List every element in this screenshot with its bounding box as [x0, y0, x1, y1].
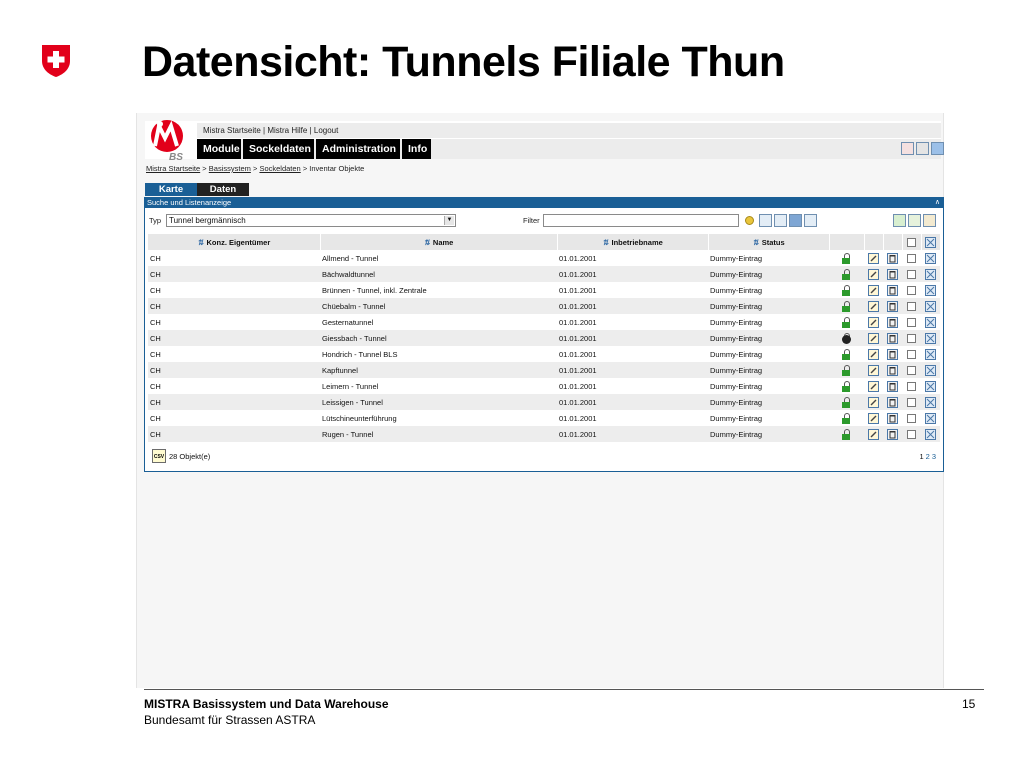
- cell-delete: [883, 362, 902, 378]
- cell-date: 01.01.2001: [557, 346, 708, 362]
- cell-owner: CH: [148, 330, 320, 346]
- row-checkbox[interactable]: [907, 430, 916, 439]
- zoom-to-map-icon[interactable]: [925, 333, 936, 344]
- page-1: 1: [919, 452, 924, 461]
- cell-select: [902, 266, 921, 282]
- cell-zoom: [921, 298, 940, 314]
- help-icon[interactable]: [931, 142, 944, 155]
- cell-date: 01.01.2001: [557, 394, 708, 410]
- menu-administration[interactable]: Administration: [316, 139, 400, 159]
- breadcrumb-separator: >: [302, 164, 308, 173]
- table-row[interactable]: [148, 330, 940, 346]
- filter-label: Filter: [523, 216, 540, 225]
- cell-date: 01.01.2001: [557, 410, 708, 426]
- cell-edit: [864, 314, 883, 330]
- sort-icon: ⇅: [197, 237, 204, 247]
- table-row[interactable]: [148, 314, 940, 330]
- footer-divider: [144, 689, 984, 690]
- cell-zoom: [921, 282, 940, 298]
- cell-lock: [829, 282, 864, 298]
- cell-lock: [829, 362, 864, 378]
- table-header-row: [148, 234, 940, 250]
- lock-open-icon[interactable]: [842, 397, 851, 408]
- cell-select: [902, 362, 921, 378]
- cell-lock: [829, 426, 864, 442]
- cell-date: 01.01.2001: [557, 314, 708, 330]
- cell-date: 01.01.2001: [557, 426, 708, 442]
- footer-title: MISTRA Basissystem und Data Warehouse: [144, 697, 389, 711]
- cell-edit: [864, 426, 883, 442]
- breadcrumb-separator: >: [252, 164, 258, 173]
- edit-icon[interactable]: [868, 333, 879, 344]
- zoom-to-map-icon[interactable]: [925, 413, 936, 424]
- table-row[interactable]: [148, 426, 940, 442]
- lock-open-icon[interactable]: [842, 349, 851, 360]
- table-row[interactable]: [148, 282, 940, 298]
- cell-lock: [829, 378, 864, 394]
- cell-owner: CH: [148, 378, 320, 394]
- column-header-zoom: [921, 234, 940, 250]
- row-checkbox[interactable]: [907, 414, 916, 423]
- row-checkbox[interactable]: [907, 286, 916, 295]
- filter-reset-icon[interactable]: [804, 214, 817, 227]
- table-settings-icon[interactable]: [923, 214, 936, 227]
- table-body: [148, 250, 940, 442]
- lock-open-icon[interactable]: [842, 381, 851, 392]
- cell-select: [902, 426, 921, 442]
- cell-name: Lütschineunterführung: [320, 410, 557, 426]
- add-object-icon[interactable]: [893, 214, 906, 227]
- table-row[interactable]: [148, 250, 940, 266]
- edit-icon[interactable]: [868, 301, 879, 312]
- filter-row: [145, 210, 943, 232]
- print-icon[interactable]: [901, 142, 914, 155]
- table-row[interactable]: [148, 346, 940, 362]
- cell-edit: [864, 250, 883, 266]
- row-checkbox[interactable]: [907, 254, 916, 263]
- trash-icon[interactable]: [887, 333, 898, 344]
- cell-date: 01.01.2001: [557, 362, 708, 378]
- edit-icon[interactable]: [868, 269, 879, 280]
- tab-daten[interactable]: Daten: [197, 183, 249, 196]
- menu-sockeldaten[interactable]: Sockeldaten: [243, 139, 314, 159]
- cell-delete: [883, 314, 902, 330]
- cell-status: Dummy-Eintrag: [708, 378, 829, 394]
- column-header-lock: [829, 234, 864, 250]
- sort-icon: ⇅: [602, 237, 609, 247]
- cell-delete: [883, 330, 902, 346]
- cell-edit: [864, 330, 883, 346]
- edit-icon[interactable]: [868, 285, 879, 296]
- typ-label: Typ: [149, 216, 162, 225]
- filter-new-icon[interactable]: [774, 214, 787, 227]
- edit-icon[interactable]: [868, 381, 879, 392]
- cell-select: [902, 410, 921, 426]
- breadcrumb-link-mistra-startseite[interactable]: Mistra Startseite: [146, 164, 201, 173]
- zoom-to-map-icon[interactable]: [925, 429, 936, 440]
- cell-delete: [883, 346, 902, 362]
- cell-edit: [864, 394, 883, 410]
- cell-name: Allmend - Tunnel: [320, 250, 557, 266]
- cell-status: Dummy-Eintrag: [708, 330, 829, 346]
- cell-date: 01.01.2001: [557, 250, 708, 266]
- cell-date: 01.01.2001: [557, 378, 708, 394]
- breadcrumb: [146, 164, 364, 173]
- cell-delete: [883, 378, 902, 394]
- cell-status: Dummy-Eintrag: [708, 346, 829, 362]
- separator: |: [260, 126, 268, 135]
- row-checkbox[interactable]: [907, 318, 916, 327]
- cell-select: [902, 378, 921, 394]
- lock-open-icon[interactable]: [842, 269, 851, 280]
- row-checkbox[interactable]: [907, 270, 916, 279]
- cell-zoom: [921, 426, 940, 442]
- cell-edit: [864, 282, 883, 298]
- breadcrumb-current: Inventar Objekte: [309, 164, 365, 173]
- cell-lock: [829, 394, 864, 410]
- link-mistra-hilfe[interactable]: Mistra Hilfe: [267, 126, 308, 135]
- edit-icon[interactable]: [868, 429, 879, 440]
- cell-lock: [829, 250, 864, 266]
- menu-info[interactable]: Info: [402, 139, 431, 159]
- cell-lock: [829, 266, 864, 282]
- cell-zoom: [921, 314, 940, 330]
- zoom-to-map-icon[interactable]: [925, 381, 936, 392]
- zoom-to-map-icon[interactable]: [925, 269, 936, 280]
- edit-icon[interactable]: [868, 413, 879, 424]
- cell-owner: CH: [148, 266, 320, 282]
- cell-owner: CH: [148, 362, 320, 378]
- cell-status: Dummy-Eintrag: [708, 394, 829, 410]
- trash-icon[interactable]: [887, 349, 898, 360]
- cell-zoom: [921, 250, 940, 266]
- zoom-to-map-icon[interactable]: [925, 397, 936, 408]
- cell-lock: [829, 410, 864, 426]
- cell-zoom: [921, 378, 940, 394]
- typ-select-value: Tunnel bergmännisch: [169, 216, 246, 225]
- cell-edit: [864, 362, 883, 378]
- menu-module[interactable]: Module: [197, 139, 241, 159]
- cell-zoom: [921, 410, 940, 426]
- collapse-icon[interactable]: ∧: [934, 199, 940, 206]
- cell-select: [902, 298, 921, 314]
- edit-object-icon[interactable]: [908, 214, 921, 227]
- row-checkbox[interactable]: [907, 334, 916, 343]
- edit-icon[interactable]: [868, 349, 879, 360]
- column-header-date[interactable]: ⇅ Inbetriebname: [557, 234, 708, 250]
- typ-select[interactable]: [166, 214, 456, 227]
- trash-icon[interactable]: [887, 301, 898, 312]
- main-menu: [197, 139, 941, 159]
- cell-status: Dummy-Eintrag: [708, 282, 829, 298]
- cell-name: Leimern - Tunnel: [320, 378, 557, 394]
- slide-title: Datensicht: Tunnels Filiale Thun: [142, 38, 785, 86]
- chevron-down-icon: ▼: [444, 216, 454, 225]
- row-checkbox[interactable]: [907, 366, 916, 375]
- cell-select: [902, 330, 921, 346]
- cell-name: Chüebalm - Tunnel: [320, 298, 557, 314]
- table-row[interactable]: [148, 378, 940, 394]
- cell-date: 01.01.2001: [557, 298, 708, 314]
- cell-zoom: [921, 346, 940, 362]
- cell-delete: [883, 266, 902, 282]
- trash-icon[interactable]: [887, 269, 898, 280]
- edit-icon[interactable]: [868, 365, 879, 376]
- zoom-to-map-icon[interactable]: [925, 253, 936, 264]
- lock-open-icon[interactable]: [842, 253, 851, 264]
- cell-owner: CH: [148, 314, 320, 330]
- trash-icon[interactable]: [887, 285, 898, 296]
- column-header-owner[interactable]: ⇅ Konz. Eigentümer: [148, 234, 320, 250]
- filter-edit-icon[interactable]: [759, 214, 772, 227]
- cell-lock: [829, 330, 864, 346]
- sort-icon: ⇅: [752, 237, 759, 247]
- app-header: [145, 121, 941, 163]
- trash-icon[interactable]: [887, 429, 898, 440]
- mistra-logo-icon: [145, 116, 193, 164]
- pagination: [917, 452, 936, 461]
- lock-open-icon[interactable]: [842, 285, 851, 296]
- column-header-name[interactable]: ⇅ Name: [320, 234, 557, 250]
- cell-name: Hondrich - Tunnel BLS: [320, 346, 557, 362]
- cell-name: Giessbach - Tunnel: [320, 330, 557, 346]
- page-number: 15: [962, 697, 976, 711]
- cell-delete: [883, 298, 902, 314]
- separator: |: [307, 126, 314, 135]
- cell-status: Dummy-Eintrag: [708, 314, 829, 330]
- lock-open-icon[interactable]: [842, 413, 851, 424]
- cell-edit: [864, 266, 883, 282]
- csv-export-icon[interactable]: CSV: [152, 449, 166, 463]
- top-links: [197, 123, 941, 138]
- sort-icon: ⇅: [423, 237, 430, 247]
- cell-status: Dummy-Eintrag: [708, 298, 829, 314]
- cell-owner: CH: [148, 394, 320, 410]
- page-2-link[interactable]: 2: [925, 452, 930, 461]
- breadcrumb-link-sockeldaten[interactable]: Sockeldaten: [259, 164, 301, 173]
- cell-name: Bächwaldtunnel: [320, 266, 557, 282]
- cell-date: 01.01.2001: [557, 282, 708, 298]
- cell-owner: CH: [148, 282, 320, 298]
- app-screenshot: [136, 113, 944, 688]
- cell-select: [902, 282, 921, 298]
- column-header-delete: [883, 234, 902, 250]
- cell-status: Dummy-Eintrag: [708, 266, 829, 282]
- trash-icon[interactable]: [887, 413, 898, 424]
- zoom-icon[interactable]: [925, 237, 936, 248]
- cell-edit: [864, 378, 883, 394]
- trash-icon[interactable]: [887, 253, 898, 264]
- cell-select: [902, 314, 921, 330]
- breadcrumb-separator: >: [202, 164, 207, 173]
- logo-text: BS: [169, 152, 183, 163]
- zoom-to-map-icon[interactable]: [925, 285, 936, 296]
- link-mistra-startseite[interactable]: Mistra Startseite: [203, 126, 261, 135]
- cell-zoom: [921, 266, 940, 282]
- trash-icon[interactable]: [887, 381, 898, 392]
- table-row[interactable]: [148, 410, 940, 426]
- table-row[interactable]: [148, 362, 940, 378]
- panel-header: [145, 198, 943, 208]
- cell-delete: [883, 282, 902, 298]
- search-list-panel: [144, 197, 944, 472]
- cell-lock: [829, 346, 864, 362]
- cell-lock: [829, 298, 864, 314]
- cell-select: [902, 346, 921, 362]
- cell-select: [902, 250, 921, 266]
- column-header-status[interactable]: ⇅ Status: [708, 234, 829, 250]
- row-checkbox[interactable]: [907, 398, 916, 407]
- export-icon[interactable]: [916, 142, 929, 155]
- link-logout[interactable]: Logout: [313, 126, 339, 135]
- panel-footer: [148, 448, 940, 466]
- edit-icon[interactable]: [868, 397, 879, 408]
- lock-open-icon[interactable]: [842, 365, 851, 376]
- filter-save-icon[interactable]: [789, 214, 802, 227]
- cell-zoom: [921, 330, 940, 346]
- row-checkbox[interactable]: [907, 350, 916, 359]
- cell-edit: [864, 298, 883, 314]
- zoom-to-map-icon[interactable]: [925, 301, 936, 312]
- breadcrumb-link-basissystem[interactable]: Basissystem: [208, 164, 251, 173]
- object-count: 28 Objekt(e): [169, 452, 211, 461]
- cell-name: Kapftunnel: [320, 362, 557, 378]
- cell-owner: CH: [148, 410, 320, 426]
- zoom-to-map-icon[interactable]: [925, 317, 936, 328]
- edit-icon[interactable]: [868, 317, 879, 328]
- table-row[interactable]: [148, 266, 940, 282]
- cell-owner: CH: [148, 250, 320, 266]
- cell-owner: CH: [148, 346, 320, 362]
- cell-delete: [883, 250, 902, 266]
- cell-zoom: [921, 394, 940, 410]
- cell-owner: CH: [148, 298, 320, 314]
- cell-status: Dummy-Eintrag: [708, 362, 829, 378]
- trash-icon[interactable]: [887, 397, 898, 408]
- cell-date: 01.01.2001: [557, 266, 708, 282]
- filter-apply-icon[interactable]: [745, 216, 754, 225]
- cell-date: 01.01.2001: [557, 330, 708, 346]
- cell-owner: CH: [148, 426, 320, 442]
- column-header-edit: [864, 234, 883, 250]
- lock-closed-icon[interactable]: [842, 333, 851, 344]
- tab-karte[interactable]: Karte: [145, 183, 197, 196]
- objects-table: [148, 234, 941, 442]
- trash-icon[interactable]: [887, 317, 898, 328]
- cell-select: [902, 394, 921, 410]
- trash-icon[interactable]: [887, 365, 898, 376]
- cell-delete: [883, 410, 902, 426]
- cell-status: Dummy-Eintrag: [708, 250, 829, 266]
- zoom-to-map-icon[interactable]: [925, 365, 936, 376]
- cell-edit: [864, 410, 883, 426]
- cell-delete: [883, 394, 902, 410]
- filter-input[interactable]: [543, 214, 739, 227]
- cell-name: Leissigen - Tunnel: [320, 394, 557, 410]
- cell-lock: [829, 314, 864, 330]
- row-checkbox[interactable]: [907, 382, 916, 391]
- lock-open-icon[interactable]: [842, 301, 851, 312]
- cell-name: Gesternatunnel: [320, 314, 557, 330]
- select-all-checkbox[interactable]: [907, 238, 916, 247]
- row-checkbox[interactable]: [907, 302, 916, 311]
- cell-delete: [883, 426, 902, 442]
- cell-zoom: [921, 362, 940, 378]
- cell-edit: [864, 346, 883, 362]
- page-3-link[interactable]: 3: [931, 452, 936, 461]
- cell-name: Rugen - Tunnel: [320, 426, 557, 442]
- swiss-coat-of-arms-icon: [40, 43, 72, 79]
- lock-open-icon[interactable]: [842, 429, 851, 440]
- zoom-to-map-icon[interactable]: [925, 349, 936, 360]
- cell-status: Dummy-Eintrag: [708, 426, 829, 442]
- panel-title: Suche und Listenanzeige: [147, 198, 232, 207]
- table-row[interactable]: [148, 394, 940, 410]
- lock-open-icon[interactable]: [842, 317, 851, 328]
- column-header-select-all: [902, 234, 921, 250]
- cell-status: Dummy-Eintrag: [708, 410, 829, 426]
- table-row[interactable]: [148, 298, 940, 314]
- edit-icon[interactable]: [868, 253, 879, 264]
- footer-subtitle: Bundesamt für Strassen ASTRA: [144, 713, 316, 727]
- cell-name: Brünnen - Tunnel, inkl. Zentrale: [320, 282, 557, 298]
